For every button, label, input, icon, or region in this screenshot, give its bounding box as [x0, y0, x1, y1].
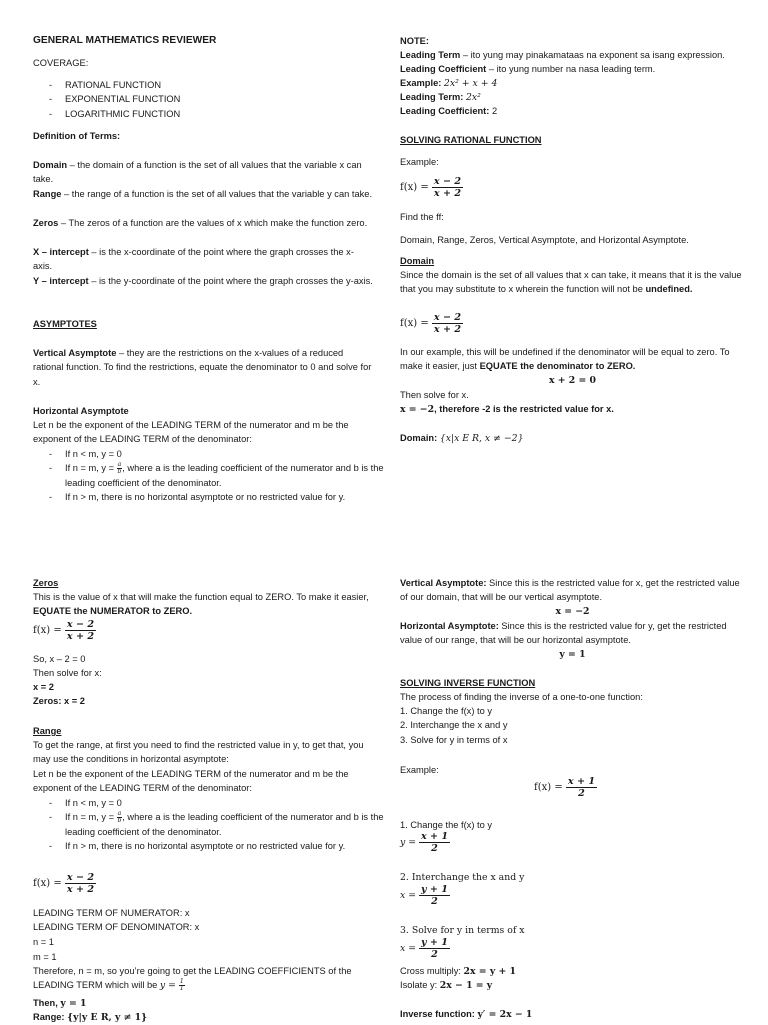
domain-definition — [33, 158, 373, 187]
frac-den: 2 — [578, 788, 585, 799]
therefore-y: y = — [159, 980, 179, 992]
frac-num: x − 2 — [66, 872, 95, 883]
domain-undefined: undefined. — [645, 284, 693, 295]
note-example-label: Example: — [400, 78, 444, 88]
lc-def: – ito yung number na nasa leading term. — [486, 64, 656, 74]
sif-example-label: Example: — [400, 765, 439, 775]
ha-text: Since this is the restricted value for y, get the restricted value of our range, that will be our horizontal asymptote. — [400, 621, 727, 646]
note-leading-coefficient — [400, 104, 745, 118]
range-case-1: - If n < m, y = 0 — [49, 796, 389, 810]
cross-label: Cross multiply: — [400, 966, 464, 976]
x-equals: x = 2 — [33, 682, 54, 692]
step-2-label: 2. Interchange the x and y — [400, 872, 525, 883]
note-lcoef-value: 2 — [491, 106, 498, 116]
so-line: So, x – 2 = 0 — [33, 654, 86, 664]
document-title: GENERAL MATHEMATICS REVIEWER — [33, 35, 217, 46]
zeros-explanation — [33, 590, 373, 619]
range-result-label: Range: — [33, 1012, 68, 1022]
cross-multiply — [400, 964, 745, 979]
coverage-label: COVERAGE: — [33, 58, 89, 68]
zeros-heading: Zeros — [33, 578, 59, 588]
then-solve: Then solve for x: — [33, 668, 102, 678]
zeros-term: Zeros — [33, 218, 59, 228]
srf-example-label: Example: — [400, 157, 439, 167]
y-intercept-def: – is the y-coordinate of the point where the graph crosses the y-axis. — [88, 276, 373, 286]
range-explanation: To get the range, at first you need to find the restricted value in y, to get that, you may use the conditions in horizontal asymptote: — [33, 740, 364, 765]
leading-term-denominator: LEADING TERM OF DENOMINATOR: x — [33, 922, 200, 932]
domain-def: – the domain of a function is the set of all values that the variable x can take. — [33, 160, 362, 185]
therefore-line — [33, 964, 373, 994]
ha-intro: Let n be the exponent of the LEADING TERM of the numerator and m be the exponent of the LEADING TERM of the denominator: — [33, 420, 349, 445]
domain-term: Domain — [33, 160, 68, 170]
zeros-result: Zeros: x = 2 — [33, 696, 85, 706]
ha-equation: y = 1 — [559, 649, 586, 660]
then-label: Then, — [33, 998, 61, 1008]
inverse-example-fraction — [566, 776, 597, 799]
range-heading: Range — [33, 726, 62, 736]
frac-den: 1 — [179, 985, 184, 993]
step-2-fraction — [419, 884, 450, 907]
rational-fraction — [65, 872, 96, 895]
x-intercept-term: X – intercept — [33, 247, 89, 257]
denominator-equation: x + 2 = 0 — [548, 375, 596, 386]
leading-term-numerator: LEADING TERM OF NUMERATOR: x — [33, 908, 190, 918]
definition-heading: Definition of Terms: — [33, 131, 121, 141]
zeros-emphasis: EQUATE the NUMERATOR to ZERO. — [33, 606, 193, 617]
leading-term-note — [400, 48, 745, 62]
sif-step-3: 3. Solve for y in terms of x — [400, 735, 508, 745]
note-lterm-label: Leading Term: — [400, 92, 466, 102]
undef-text: In our example, this will be undefined if the denominator will be equal to zero. To make it easier, just — [400, 347, 730, 372]
note-lcoef-label: Leading Coefficient: — [400, 106, 492, 116]
ha-explanation — [400, 619, 745, 648]
note-lterm-value: 2x² — [465, 92, 481, 103]
step-3-equation — [400, 937, 745, 960]
step-3-lhs: x = — [400, 942, 419, 954]
sif-step-1: 1. Change the f(x) to y — [400, 706, 492, 716]
frac-num: x − 2 — [433, 176, 462, 187]
rational-fraction — [65, 619, 96, 642]
inverse-value: y′ = 2x − 1 — [477, 1009, 533, 1020]
ha-case-2 — [49, 461, 389, 490]
ha-case-1: - If n < m, y = 0 — [49, 447, 389, 461]
fx-label: f(x) = — [400, 181, 432, 193]
note-label: NOTE: — [400, 36, 429, 46]
therefore-text: Therefore, n = m, so you’re going to get the LEADING COEFFICIENTS of the LEADING TERM which will be — [33, 966, 352, 991]
rational-fraction — [432, 176, 463, 199]
n-equals: n = 1 — [33, 937, 54, 947]
range-result — [33, 1010, 373, 1025]
leading-coefficient-note — [400, 62, 745, 76]
frac-num: y + 1 — [420, 884, 448, 895]
x-intercept-definition — [33, 245, 373, 274]
va-term: Vertical Asymptote — [33, 348, 117, 358]
cross-value: 2x = y + 1 — [463, 966, 516, 977]
range-intro: Let n be the exponent of the LEADING TERM of the numerator and m be the exponent of the LEADING TERM of the denominator: — [33, 769, 349, 794]
va-explanation — [400, 576, 745, 605]
zeros-definition — [33, 216, 373, 230]
solving-rational-heading: SOLVING RATIONAL FUNCTION — [400, 135, 542, 145]
one-over-one-fraction — [179, 979, 185, 993]
step-1-equation — [400, 831, 745, 854]
isolate-y — [400, 978, 745, 993]
isolate-label: Isolate y: — [400, 980, 440, 990]
frac-num: a — [117, 809, 122, 817]
find-ff: Find the ff: — [400, 212, 444, 222]
m-equals: m = 1 — [33, 952, 57, 962]
va-label: Vertical Asymptote: — [400, 578, 487, 588]
range-case-2-b: , where a is the leading coefficient of the numerator and b is the leading coefficient of the denominator. — [65, 812, 384, 837]
y-intercept-term: Y – intercept — [33, 276, 89, 286]
frac-num: x + 1 — [420, 831, 449, 842]
frac-den: b — [117, 817, 122, 825]
frac-den: 2 — [431, 949, 438, 960]
step-2-equation — [400, 884, 745, 907]
ha-case-2-b: , where a is the leading coefficient of the numerator and b is the leading coefficient of the denominator. — [65, 463, 384, 488]
lt-term: Leading Term — [400, 50, 461, 60]
range-term: Range — [33, 189, 62, 199]
domain-result — [400, 431, 745, 446]
undefined-explanation — [400, 345, 745, 374]
range-definition — [33, 187, 373, 201]
domain-text: Since the domain is the set of all values that x can take, it means that it is the value that you may substitute to x wherein the function will not be — [400, 270, 742, 295]
ha-case-3: - If n > m, there is no horizontal asymptote or no restricted value for y. — [49, 490, 389, 504]
range-result-value: {y|y E R, y ≠ 1} — [67, 1012, 148, 1023]
frac-num: x − 2 — [66, 619, 95, 630]
then-solve: Then solve for x. — [400, 390, 469, 400]
inverse-result — [400, 1007, 745, 1022]
step-3-fraction — [419, 937, 450, 960]
rational-fraction — [432, 312, 463, 335]
find-list: Domain, Range, Zeros, Vertical Asymptote, and Horizontal Asymptote. — [400, 235, 689, 245]
undef-emphasis: EQUATE the denominator to ZERO. — [479, 361, 636, 372]
zeros-text: This is the value of x that will make the function equal to ZERO. To make it easier, — [33, 592, 369, 602]
domain-function — [400, 312, 745, 335]
frac-num: a — [117, 460, 122, 468]
ha-case-2-a: If n = m, y = — [65, 463, 117, 474]
lc-term: Leading Coefficient — [400, 64, 487, 74]
range-case-2-a: If n = m, y = — [65, 812, 117, 823]
y-intercept-definition — [33, 274, 373, 288]
horizontal-asymptote-heading: Horizontal Asymptote — [33, 406, 129, 416]
va-equation: x = −2 — [555, 606, 590, 617]
step-1-lhs: y = — [400, 836, 419, 848]
frac-num: x + 1 — [567, 776, 596, 787]
domain-explanation — [400, 268, 745, 297]
frac-den: b — [117, 468, 122, 476]
frac-num: x − 2 — [433, 312, 462, 323]
lt-def: – ito yung may pinakamataas na exponent sa isang expression. — [460, 50, 725, 60]
sif-intro: The process of finding the inverse of a one-to-one function: — [400, 692, 643, 702]
va-def: – they are the restrictions on the x-values of a reduced rational function. To find the restrictions, equate the denominator to 0 and solve for x. — [33, 348, 372, 387]
frac-num: y + 1 — [420, 937, 448, 948]
domain-result-value: {x|x E R, x ≠ −2} — [439, 433, 524, 444]
then-value: y = 1 — [60, 998, 87, 1009]
va-text: Since this is the restricted value for x, get the restricted value of our domain, that will be our vertical asymptote. — [400, 578, 740, 603]
then-y — [33, 996, 373, 1011]
note-leading-term — [400, 90, 745, 105]
isolate-value: 2x − 1 = y — [439, 980, 493, 991]
range-function — [33, 872, 373, 895]
srf-function — [400, 176, 745, 199]
frac-den: x + 2 — [66, 631, 95, 642]
frac-den: x + 2 — [66, 884, 95, 895]
fx-label: f(x) = — [33, 624, 65, 636]
zeros-function — [33, 619, 373, 642]
ha-label: Horizontal Asymptote: — [400, 621, 499, 631]
step-1-fraction — [419, 831, 450, 854]
inverse-label: Inverse function: — [400, 1009, 478, 1019]
domain-heading: Domain — [400, 256, 435, 266]
step-1-label: 1. Change the f(x) to y — [400, 820, 492, 830]
domain-result-label: Domain: — [400, 433, 440, 443]
note-example-expr: 2x² + x + 4 — [443, 78, 498, 89]
note-example — [400, 76, 745, 91]
sif-step-2: 2. Interchange the x and y — [400, 720, 508, 730]
coverage-list — [33, 78, 389, 121]
fx-label: f(x) = — [400, 317, 432, 329]
coverage-item: - EXPONENTIAL FUNCTION — [49, 92, 389, 106]
x-intercept-def: – is the x-coordinate of the point where the graph crosses the x-axis. — [33, 247, 354, 272]
frac-num: 1 — [179, 977, 184, 985]
frac-den: 2 — [431, 843, 438, 854]
vertical-asymptote-definition — [33, 346, 373, 389]
range-cases — [33, 796, 389, 853]
fx-label: f(x) = — [33, 877, 65, 889]
zeros-def: – The zeros of a function are the values of x which make the function zero. — [58, 218, 368, 228]
restricted-value — [400, 402, 745, 417]
range-case-2 — [49, 810, 389, 839]
restricted-eq: x = −2 — [400, 404, 435, 415]
ha-cases — [33, 447, 389, 504]
range-def: – the range of a function is the set of all values that the variable y can take. — [61, 189, 373, 199]
sif-example-function — [400, 776, 768, 799]
fx-label: f(x) = — [534, 781, 566, 793]
coverage-item: - RATIONAL FUNCTION — [49, 78, 389, 92]
solving-inverse-heading: SOLVING INVERSE FUNCTION — [400, 678, 536, 688]
range-case-3: - If n > m, there is no horizontal asymptote or no restricted value for y. — [49, 839, 389, 853]
coverage-item: - LOGARITHMIC FUNCTION — [49, 107, 389, 121]
asymptotes-heading: ASYMPTOTES — [33, 319, 97, 329]
frac-den: x + 2 — [433, 188, 462, 199]
step-3-label: 3. Solve for y in terms of x — [400, 925, 525, 936]
frac-den: x + 2 — [433, 324, 462, 335]
frac-den: 2 — [431, 896, 438, 907]
restricted-text: , therefore -2 is the restricted value for x. — [434, 404, 614, 414]
step-2-lhs: x = — [400, 889, 419, 901]
